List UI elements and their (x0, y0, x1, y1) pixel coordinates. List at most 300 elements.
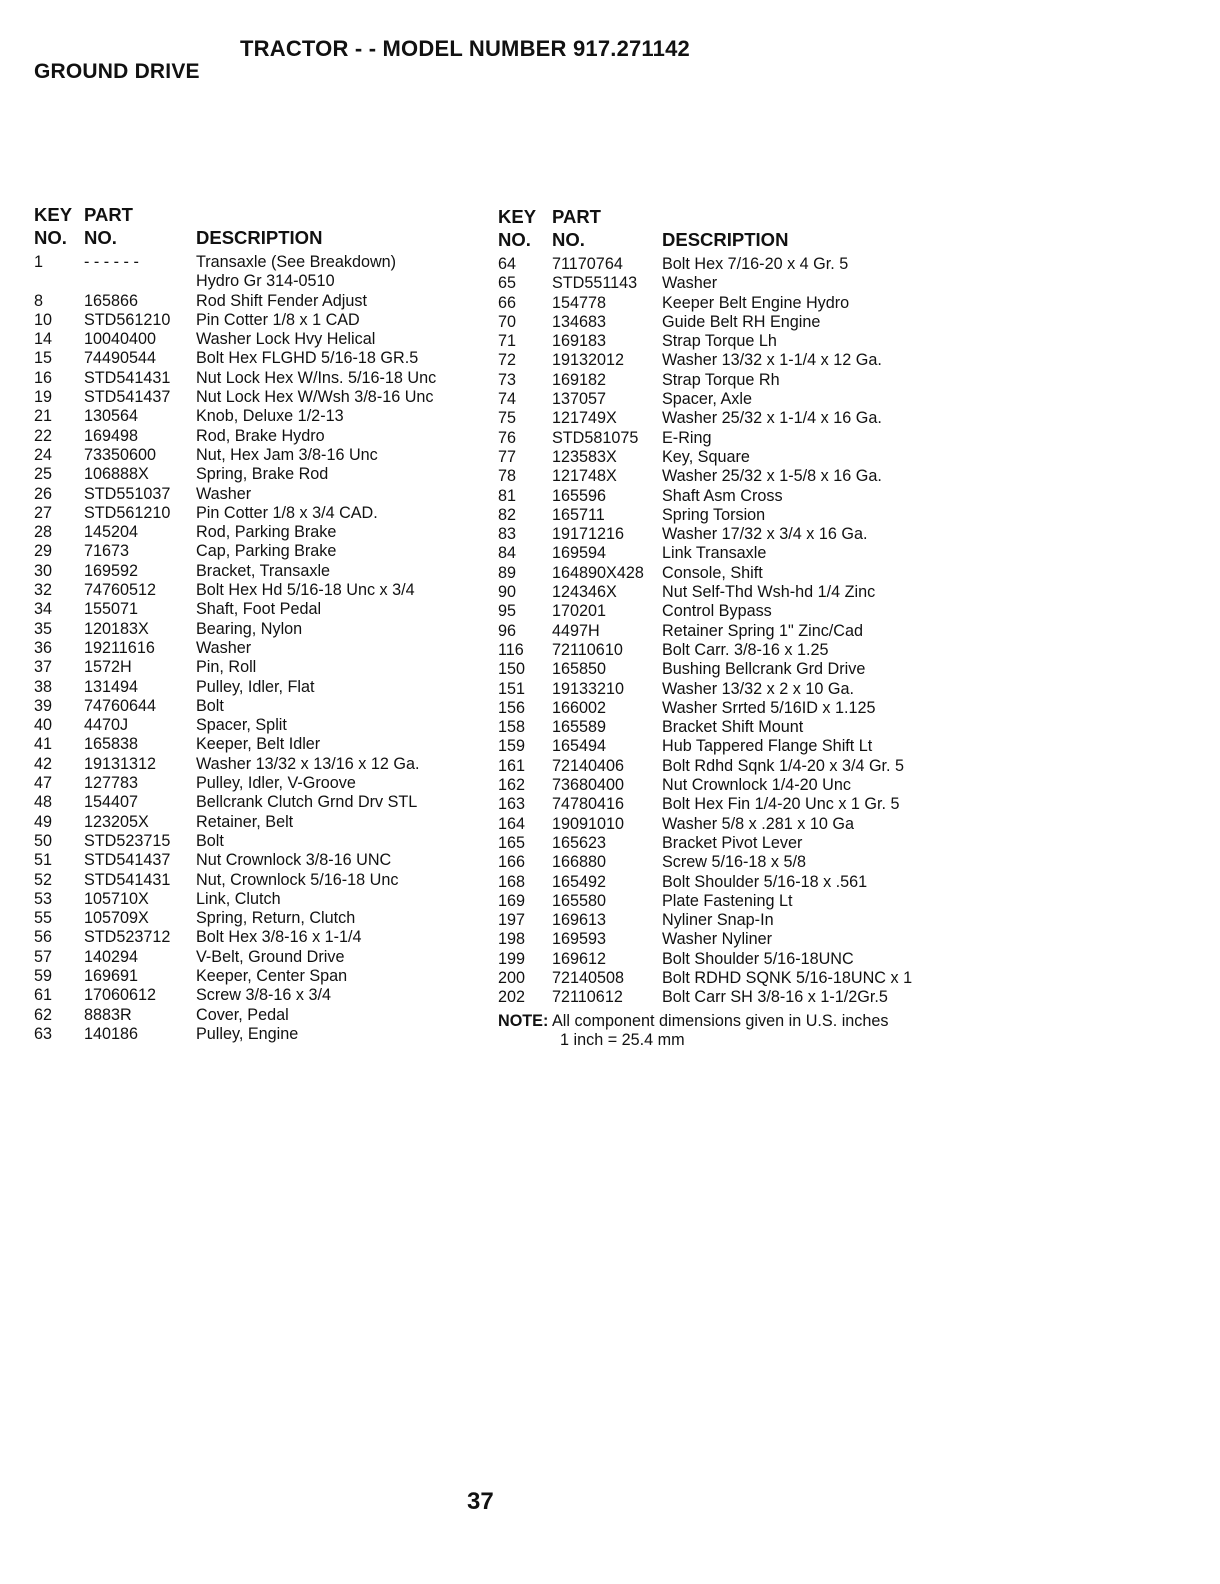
part-no: 106888X (84, 465, 149, 484)
part-row (498, 718, 958, 737)
part-description: Screw 5/16-18 x 5/8 (662, 853, 806, 872)
part-description: Washer Nyliner (662, 930, 773, 949)
part-no: 165838 (84, 735, 139, 754)
key-no: 65 (498, 274, 517, 293)
part-no: STD523715 (84, 831, 171, 850)
part-row (34, 465, 484, 484)
column-header (34, 203, 484, 249)
key-no: 76 (498, 428, 517, 447)
part-no: 140294 (84, 947, 139, 966)
part-no: 124346X (552, 583, 617, 602)
part-no: 169592 (84, 561, 139, 580)
part-no: 155071 (84, 600, 139, 619)
part-row (34, 253, 484, 272)
key-no: 32 (34, 581, 53, 600)
dimensions-note (498, 1012, 958, 1051)
part-row (498, 873, 958, 892)
page-title: TRACTOR - - MODEL NUMBER 917.271142 (240, 36, 690, 61)
part-description: Shaft, Foot Pedal (196, 600, 322, 619)
key-no: 48 (34, 793, 53, 812)
part-row (498, 911, 958, 930)
part-no: 165580 (552, 891, 607, 910)
key-no: 150 (498, 660, 526, 679)
key-no: 40 (34, 716, 53, 735)
part-description: Bolt Carr. 3/8-16 x 1.25 (662, 640, 829, 659)
part-no: 17060612 (84, 986, 157, 1005)
part-no: 10040400 (84, 330, 157, 349)
part-row (498, 834, 958, 853)
part-row (34, 813, 484, 832)
part-no: 121749X (552, 409, 617, 428)
key-no: 57 (34, 947, 53, 966)
part-description: Washer Srrted 5/16ID x 1.125 (662, 698, 876, 717)
part-row (498, 544, 958, 563)
key-no: 164 (498, 814, 526, 833)
key-no: 61 (34, 986, 53, 1005)
part-description: Spring, Brake Rod (196, 465, 329, 484)
key-no (34, 272, 84, 291)
key-no: 163 (498, 795, 526, 814)
part-no: 164890X428 (552, 563, 644, 582)
part-description: Pin Cotter 1/8 x 3/4 CAD. (196, 503, 378, 522)
key-no: 77 (498, 447, 517, 466)
key-no: 34 (34, 600, 53, 619)
part-row (34, 1006, 484, 1025)
part-description: Bushing Bellcrank Grd Drive (662, 660, 866, 679)
part-description: Nyliner Snap-In (662, 911, 774, 930)
key-no: 165 (498, 833, 526, 852)
part-no: 19091010 (552, 814, 625, 833)
part-row (498, 853, 958, 872)
part-description: Washer Lock Hvy Helical (196, 330, 376, 349)
part-no: 169498 (84, 426, 139, 445)
part-row (34, 542, 484, 561)
part-no: 74490544 (84, 349, 157, 368)
part-description: Washer 5/8 x .281 x 10 Ga (662, 814, 854, 833)
part-no-header: PART NO. (84, 204, 133, 248)
part-row (34, 1025, 484, 1044)
part-description: Keeper Belt Engine Hydro (662, 293, 850, 312)
key-no: 84 (498, 544, 517, 563)
part-description: Link Transaxle (662, 544, 767, 563)
part-no: 169613 (552, 911, 607, 930)
part-no: STD561210 (84, 310, 171, 329)
section-title: GROUND DRIVE (34, 60, 200, 83)
part-description: Washer 13/32 x 13/16 x 12 Ga. (196, 754, 420, 773)
key-no-header: KEY NO. (34, 204, 73, 248)
part-no: STD541437 (84, 851, 171, 870)
part-no: 169612 (552, 949, 607, 968)
part-no: - - - - - - (84, 253, 139, 271)
key-no: 90 (498, 583, 517, 602)
part-description: Bellcrank Clutch Grnd Drv STL (196, 793, 418, 812)
part-description: Bracket Shift Mount (662, 718, 804, 737)
part-no: 4497H (552, 621, 600, 640)
part-row (498, 525, 958, 544)
part-row (498, 737, 958, 756)
part-description: Console, Shift (662, 563, 763, 582)
part-description: Bracket Pivot Lever (662, 833, 803, 852)
part-row (498, 988, 958, 1007)
part-no: 140186 (84, 1024, 139, 1043)
part-row (498, 969, 958, 988)
part-description: Cap, Parking Brake (196, 542, 337, 561)
part-row (498, 371, 958, 390)
key-no: 59 (34, 966, 53, 985)
part-no: 4470J (84, 716, 129, 735)
part-no: 123205X (84, 812, 149, 831)
part-description: Washer (196, 484, 252, 503)
part-no: 19132012 (552, 351, 625, 370)
key-no: 30 (34, 561, 53, 580)
part-row (498, 448, 958, 467)
part-no: 123583X (552, 447, 617, 466)
part-no: 169593 (552, 930, 607, 949)
part-description: E-Ring (662, 428, 712, 447)
part-row (34, 272, 484, 291)
part-row (34, 311, 484, 330)
part-no: 130564 (84, 407, 139, 426)
part-description: Hydro Gr 314-0510 (196, 272, 335, 291)
key-no: 21 (34, 407, 53, 426)
part-row (498, 776, 958, 795)
parts-column-left (34, 203, 484, 1044)
part-no-header: PART NO. (552, 206, 601, 250)
part-no: 19211616 (84, 638, 155, 657)
part-description: Strap Torque Rh (662, 370, 780, 389)
part-description: Nut Lock Hex W/Wsh 3/8-16 Unc (196, 388, 434, 407)
key-no: 25 (34, 465, 53, 484)
part-description: Hub Tappered Flange Shift Lt (662, 737, 873, 756)
part-row (34, 523, 484, 542)
parts-list (498, 255, 958, 1008)
part-no: 120183X (84, 619, 149, 638)
key-no: 75 (498, 409, 517, 428)
part-no: 105709X (84, 909, 149, 928)
key-no: 29 (34, 542, 53, 561)
key-no: 202 (498, 988, 526, 1007)
part-no (84, 272, 196, 291)
part-no: 169183 (552, 332, 607, 351)
part-row (498, 294, 958, 313)
part-no: 165711 (552, 505, 605, 524)
part-row (34, 928, 484, 947)
part-row (34, 967, 484, 986)
part-row (34, 793, 484, 812)
part-no: 154407 (84, 793, 139, 812)
part-row (498, 622, 958, 641)
part-description: Washer 25/32 x 1-5/8 x 16 Ga. (662, 467, 882, 486)
part-description: Retainer Spring 1" Zinc/Cad (662, 621, 863, 640)
key-no: 166 (498, 853, 526, 872)
part-row (34, 697, 484, 716)
part-row (34, 851, 484, 870)
key-no: 51 (34, 851, 53, 870)
part-no: 170201 (552, 602, 607, 621)
part-description: Pulley, Idler, Flat (196, 677, 315, 696)
part-description: Pulley, Engine (196, 1024, 299, 1043)
part-description: Bolt Rdhd Sqnk 1/4-20 x 3/4 Gr. 5 (662, 756, 905, 775)
part-row (498, 680, 958, 699)
key-no: 72 (498, 351, 517, 370)
key-no: 159 (498, 737, 526, 756)
key-no: 81 (498, 486, 517, 505)
part-description: Shaft Asm Cross (662, 486, 783, 505)
part-row (34, 349, 484, 368)
part-description: Washer 13/32 x 1-1/4 x 12 Ga. (662, 351, 882, 370)
key-no: 158 (498, 718, 526, 737)
key-no: 36 (34, 638, 53, 657)
part-row (34, 292, 484, 311)
part-description: Bolt Hex 7/16-20 x 4 Gr. 5 (662, 255, 849, 273)
part-no: STD551143 (552, 274, 638, 293)
part-no: 19171216 (552, 525, 625, 544)
part-no: 145204 (84, 523, 139, 542)
key-no: 56 (34, 928, 53, 947)
part-row (34, 407, 484, 426)
part-no: 121748X (552, 467, 617, 486)
key-no: 14 (34, 330, 53, 349)
part-no: STD541431 (84, 368, 171, 387)
part-description: Bolt (196, 696, 224, 715)
part-row (34, 620, 484, 639)
part-description: Pin, Roll (196, 658, 257, 677)
part-row (498, 313, 958, 332)
key-no: 162 (498, 776, 526, 795)
part-no: 73680400 (552, 776, 625, 795)
key-no: 39 (34, 696, 53, 715)
part-no: STD581075 (552, 428, 639, 447)
part-no: 8883R (84, 1005, 132, 1024)
part-no: 1572H (84, 658, 132, 677)
part-no: 127783 (84, 774, 139, 793)
part-no: 165492 (552, 872, 607, 891)
part-no: 165494 (552, 737, 607, 756)
key-no: 42 (34, 754, 53, 773)
part-row (34, 600, 484, 619)
parts-list (34, 253, 484, 1044)
part-description: Washer (196, 638, 252, 657)
part-description: Knob, Deluxe 1/2-13 (196, 407, 344, 426)
part-description: Bolt Hex Fin 1/4-20 Unc x 1 Gr. 5 (662, 795, 900, 814)
part-row (34, 986, 484, 1005)
key-no: 199 (498, 949, 526, 968)
part-description: Bolt Hex Hd 5/16-18 Unc x 3/4 (196, 581, 415, 600)
key-no: 151 (498, 679, 526, 698)
key-no-header: KEY NO. (498, 206, 537, 250)
key-no: 16 (34, 368, 53, 387)
part-row (498, 564, 958, 583)
part-description: Nut Crownlock 3/8-16 UNC (196, 851, 392, 870)
part-row (34, 639, 484, 658)
part-row (34, 871, 484, 890)
key-no: 161 (498, 756, 526, 775)
part-description: Pulley, Idler, V-Groove (196, 774, 356, 793)
key-no: 66 (498, 293, 517, 312)
part-description: Bracket, Transaxle (196, 561, 331, 580)
part-description: Strap Torque Lh (662, 332, 777, 351)
part-no: 166880 (552, 853, 607, 872)
part-row (498, 815, 958, 834)
part-row (498, 641, 958, 660)
part-description: Bolt Hex 3/8-16 x 1-1/4 (196, 928, 362, 947)
key-no: 63 (34, 1024, 53, 1043)
part-row (34, 755, 484, 774)
part-description: Spring, Return, Clutch (196, 909, 356, 928)
part-row (34, 581, 484, 600)
key-no: 50 (34, 831, 53, 850)
key-no: 55 (34, 909, 53, 928)
part-description: Key, Square (662, 447, 750, 466)
key-no: 10 (34, 310, 53, 329)
part-row (498, 467, 958, 486)
part-row (498, 274, 958, 293)
part-row (498, 409, 958, 428)
part-row (34, 446, 484, 465)
part-no: 71170764 (552, 255, 623, 273)
part-row (498, 699, 958, 718)
key-no: 53 (34, 889, 53, 908)
part-description: Retainer, Belt (196, 812, 294, 831)
part-no: 74780416 (552, 795, 625, 814)
part-row (498, 583, 958, 602)
part-description: V-Belt, Ground Drive (196, 947, 345, 966)
part-description: Nut, Crownlock 5/16-18 Unc (196, 870, 399, 889)
key-no: 200 (498, 968, 526, 987)
key-no: 64 (498, 255, 517, 273)
part-description: Spacer, Split (196, 716, 287, 735)
part-row (34, 678, 484, 697)
part-no: 165850 (552, 660, 607, 679)
part-no: 165596 (552, 486, 607, 505)
part-row (34, 388, 484, 407)
part-no: 72140508 (552, 968, 625, 987)
part-description: Washer 17/32 x 3/4 x 16 Ga. (662, 525, 868, 544)
part-no: STD541431 (84, 870, 171, 889)
part-row (34, 369, 484, 388)
part-row (498, 332, 958, 351)
part-row (34, 948, 484, 967)
part-no: STD541437 (84, 388, 171, 407)
part-description: Bolt RDHD SQNK 5/16-18UNC x 1 (662, 968, 913, 987)
part-no: 169594 (552, 544, 607, 563)
part-row (498, 660, 958, 679)
description-header: DESCRIPTION (196, 227, 323, 248)
key-no: 8 (34, 291, 44, 310)
key-no: 197 (498, 911, 526, 930)
note-line-1: All component dimensions given in U.S. inches (551, 1011, 889, 1030)
part-row (34, 735, 484, 754)
part-description: Bolt Shoulder 5/16-18 x .561 (662, 872, 868, 891)
part-description: Rod, Brake Hydro (196, 426, 325, 445)
part-no: 169182 (552, 370, 607, 389)
part-row (498, 602, 958, 621)
part-description: Bolt (196, 831, 224, 850)
part-description: Rod, Parking Brake (196, 523, 337, 542)
part-row (34, 832, 484, 851)
part-row (34, 330, 484, 349)
part-no: 73350600 (84, 445, 157, 464)
part-row (498, 390, 958, 409)
key-no: 38 (34, 677, 53, 696)
page-number: 37 (467, 1488, 494, 1515)
key-no: 35 (34, 619, 53, 638)
part-no: 131494 (84, 677, 139, 696)
key-no: 73 (498, 370, 517, 389)
key-no: 47 (34, 774, 53, 793)
part-description: Link, Clutch (196, 889, 281, 908)
part-row (498, 351, 958, 370)
description-header: DESCRIPTION (662, 229, 789, 250)
part-no: 19131312 (84, 754, 157, 773)
part-description: Washer 25/32 x 1-1/4 x 16 Ga. (662, 409, 882, 428)
part-row (498, 255, 958, 274)
part-no: 74760512 (84, 581, 157, 600)
key-no: 89 (498, 563, 517, 582)
key-no: 83 (498, 525, 517, 544)
key-no: 28 (34, 523, 53, 542)
part-row (34, 504, 484, 523)
part-no: 165866 (84, 291, 139, 310)
key-no: 70 (498, 312, 517, 331)
key-no: 22 (34, 426, 53, 445)
part-row (498, 930, 958, 949)
part-row (34, 716, 484, 735)
part-row (34, 485, 484, 504)
column-header (498, 205, 958, 251)
key-no: 19 (34, 388, 53, 407)
part-no: 165623 (552, 833, 607, 852)
note-label: NOTE: (498, 1011, 549, 1030)
part-description: Guide Belt RH Engine (662, 312, 821, 331)
part-description: Keeper, Belt Idler (196, 735, 321, 754)
part-no: 137057 (552, 390, 607, 409)
key-no: 74 (498, 390, 517, 409)
part-row (34, 427, 484, 446)
key-no: 96 (498, 621, 517, 640)
part-no: 72140406 (552, 756, 625, 775)
part-description: Spring Torsion (662, 505, 766, 524)
part-description: Rod Shift Fender Adjust (196, 291, 367, 310)
part-row (498, 506, 958, 525)
part-description: Nut Lock Hex W/Ins. 5/16-18 Unc (196, 368, 437, 387)
key-no: 169 (498, 891, 526, 910)
key-no: 26 (34, 484, 53, 503)
part-description: Cover, Pedal (196, 1005, 289, 1024)
part-description: Nut, Hex Jam 3/8-16 Unc (196, 445, 378, 464)
part-no: 74760644 (84, 696, 157, 715)
part-no: STD551037 (84, 484, 171, 503)
key-no: 71 (498, 332, 517, 351)
part-description: Screw 3/8-16 x 3/4 (196, 986, 331, 1005)
key-no: 27 (34, 503, 53, 522)
note-line-2: 1 inch = 25.4 mm (560, 1030, 685, 1049)
key-no: 62 (34, 1005, 53, 1024)
part-no: 154778 (552, 293, 607, 312)
key-no: 82 (498, 505, 517, 524)
part-no: 166002 (552, 698, 607, 717)
part-description: Spacer, Axle (662, 390, 752, 409)
part-row (34, 658, 484, 677)
key-no: 41 (34, 735, 53, 754)
part-row (34, 774, 484, 793)
part-description: Transaxle (See Breakdown) (196, 253, 397, 271)
part-description: Control Bypass (662, 602, 772, 621)
part-row (498, 429, 958, 448)
part-no: STD523712 (84, 928, 171, 947)
part-no: 72110610 (552, 640, 623, 659)
key-no: 52 (34, 870, 53, 889)
